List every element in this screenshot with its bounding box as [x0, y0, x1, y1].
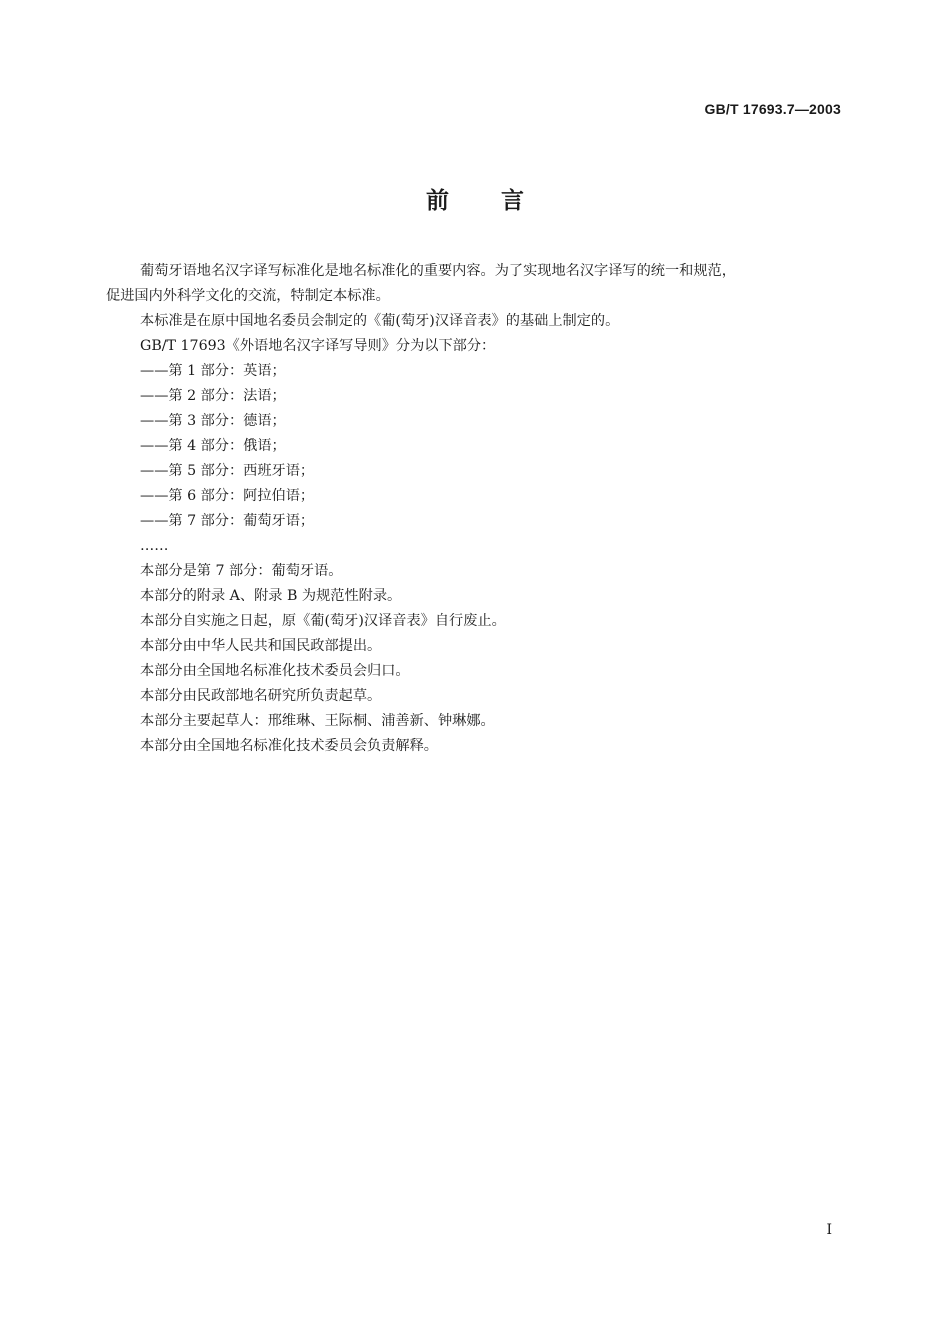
paragraph-line: 本部分是第 7 部分：葡萄牙语。	[140, 563, 343, 579]
list-item: ——第 7 部分：葡萄牙语；	[140, 513, 315, 529]
page-number: I	[826, 1222, 832, 1238]
paragraph-line: 本部分主要起草人：邢维琳、王际桐、浦善新、钟琳娜。	[140, 713, 495, 729]
list-item: ——第 6 部分：阿拉伯语；	[140, 488, 315, 504]
list-item: ——第 2 部分：法语；	[140, 388, 286, 404]
document-body	[106, 259, 838, 759]
standard-code: GB/T 17693.7—2003	[704, 101, 841, 117]
paragraph-line: 促进国内外科学文化的交流，特制定本标准。	[106, 288, 390, 304]
paragraph-line: 本部分由民政部地名研究所负责起草。	[140, 688, 382, 704]
ellipsis: ……	[140, 538, 169, 554]
page-title: 前言	[426, 188, 576, 214]
paragraph-line: 本部分自实施之日起，原《葡(萄牙)汉译音表》自行废止。	[140, 613, 506, 629]
paragraph-line: 本部分由全国地名标准化技术委员会归口。	[140, 663, 410, 679]
list-item: ——第 3 部分：德语；	[140, 413, 286, 429]
paragraph-line: 本部分由全国地名标准化技术委员会负责解释。	[140, 738, 438, 754]
list-item: ——第 4 部分：俄语；	[140, 438, 286, 454]
paragraph-line: 本部分由中华人民共和国民政部提出。	[140, 638, 382, 654]
paragraph-line: 本标准是在原中国地名委员会制定的《葡(萄牙)汉译音表》的基础上制定的。	[140, 313, 620, 329]
paragraph-line: 葡萄牙语地名汉字译写标准化是地名标准化的重要内容。为了实现地名汉字译写的统一和规范，	[140, 263, 736, 279]
paragraph-line: 本部分的附录 A、附录 B 为规范性附录。	[140, 588, 402, 604]
list-item: ——第 5 部分：西班牙语；	[140, 463, 315, 479]
list-item: ——第 1 部分：英语；	[140, 363, 286, 379]
paragraph-line: GB/T 17693《外语地名汉字译写导则》分为以下部分：	[140, 338, 496, 354]
